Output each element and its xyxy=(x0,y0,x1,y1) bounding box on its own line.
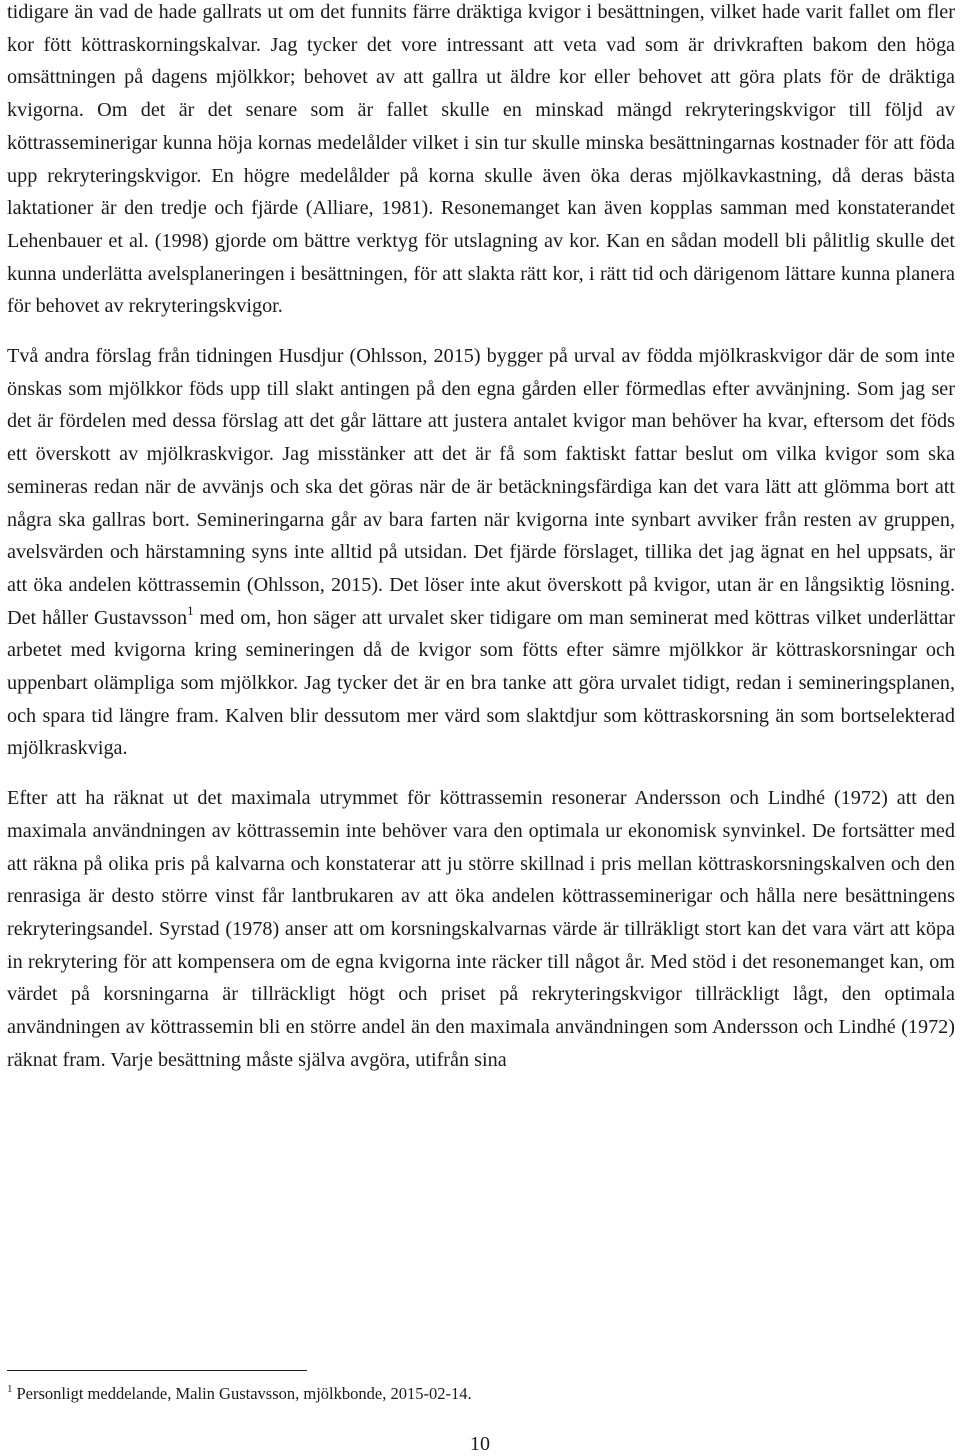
paragraph-2 xyxy=(7,340,955,765)
footnote-mark: 1 xyxy=(7,1383,13,1395)
paragraph-2-text-before-ref: Två andra förslag från tidningen Husdjur (Ohlsson, 2015) bygger på urval av födda mjölkraskvigor där de som inte önskas som mjölkkor föds upp till slakt antingen på den egna gården eller förmedlas efter avvänjning. Som jag ser det är fördelen med dessa förslag att det går lättare att justera antalet kvigor man behöver ha kvar, eftersom det föds ett överskott av mjölkraskvigor. Jag misstänker att det är få som faktiskt fattar beslut om vilka kvigor som ska semineras redan när de avvänjs och ska det göras när de är betäckningsfärdiga kan det vara lätt att glömma bort att några ska gallras bort. Semineringarna går av bara farten när kvigorna inte synbart avviker från resten av gruppen, avelsvärden och härstamning syns inte alltid på utsidan. Det fjärde förslaget, tillika det jag ägnat en hel uppsats, är att öka andelen köttrassemin (Ohlsson, 2015). Det löser inte akut överskott på kvigor, utan är en långsiktig lösning. Det håller Gustavsson xyxy=(7,345,955,629)
paragraph-3: Efter att ha räknat ut det maximala utrymmet för köttrassemin resonerar Andersson och Lindhé (1972) att den maximala användningen av köttrassemin inte behöver vara den optimala ur ekonomisk synvinkel. De fortsätter med att räkna på olika pris på kalvarna och konstaterar att ju större skillnad i pris mellan köttraskorsningskalven och den renrasiga är desto större vinst får lantbrukaren av att öka andelen köttrasseminerigar och hålla nere besättningens rekryteringsandel. Syrstad (1978) anser att om korsningskalvarnas värde är tillräkligt stort kan det vara värt att köpa in rekrytering för att kompensera om de egna kvigorna inte räcker till något år. Med stöd i det resonemanget kan, om värdet på korsningarna är tillräckligt högt och priset på rekryteringskvigor tillräckligt lågt, den optimala användningen av köttrassemin bli en större andel än den maximala användningen som Andersson och Lindhé (1972) räknat fram. Varje besättning måste själva avgöra, utifrån sina xyxy=(7,787,955,1071)
footnote-divider xyxy=(7,1370,307,1371)
footnote-text: Personligt meddelande, Malin Gustavsson, mjölkbonde, 2015-02-14. xyxy=(16,1384,472,1403)
footnote-reference[interactable]: 1 xyxy=(187,602,194,618)
paragraph-1: tidigare än vad de hade gallrats ut om det funnits färre dräktiga kvigor i besättningen, vilket hade varit fallet om fler kor fött köttraskorningskalvar. Jag tycker det vore intressant att veta vad som är drivkraften bakom den höga omsättningen på dagens mjölkkor; behovet av att gallra ut äldre kor eller behovet att göra plats för de dräktiga kvigorna. Om det är det senare som är fallet skulle en minskad mängd rekryteringskvigor till följd av köttrasseminerigar kunna höja kornas medelålder vilket i sin tur skulle minska besättningarnas kostnader för att föda upp rekryteringskvigor. En högre medelålder på korna skulle även öka deras mjölkavkastning, då deras bästa laktationer är den tredje och fjärde (Alliare, 1981). Resonemanget kan även kopplas samman med konstaterandet Lehenbauer et al. (1998) gjorde om bättre verktyg för utslagning av kor. Kan en sådan modell bli pålitlig skulle det kunna underlätta avelsplaneringen i besättningen, för att slakta rätt kor, i rätt tid och därigenom lättare kunna planera för behovet av rekryteringskvigor. xyxy=(7,1,955,318)
body-text xyxy=(7,0,955,1077)
footnote xyxy=(7,1383,907,1405)
paragraph-2-text-after-ref: med om, hon säger att urvalet sker tidigare om man seminerat med köttras vilket underlättar arbetet med kvigorna kring semineringen då de kvigor som fötts efter sämre mjölkkor är köttraskorsningar och uppenbart olämpliga som mjölkkor. Jag tycker det är en bra tanke att göra urvalet tidigt, redan i semineringsplanen, och spara tid längre fram. Kalven blir dessutom mer värd som slaktdjur som köttraskorsning än som bortselekterad mjölkraskviga. xyxy=(7,606,956,760)
page-number: 10 xyxy=(470,1433,490,1455)
